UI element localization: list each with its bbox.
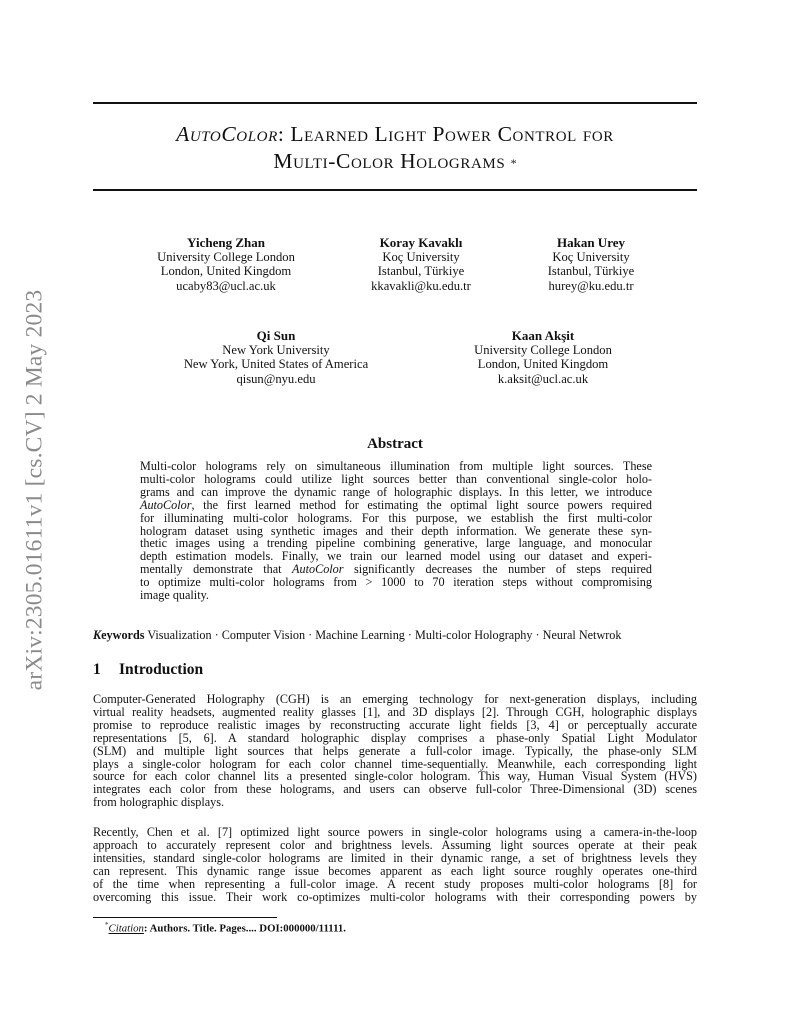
title-footnote-marker: * <box>510 156 517 170</box>
title-line-1 <box>93 121 697 148</box>
author-affiliation: New York University <box>222 343 330 358</box>
paragraph-line: virtual reality headsets, augmented reality glasses [1], and 3D displays [2]. Through CGH, holographic displays <box>93 704 697 719</box>
paragraph-line: of the time when representing a full-color image. A recent study proposes multi-color holograms [8] for <box>93 876 697 891</box>
abstract-line: mentally demonstrate that AutoColor significantly decreases the number of steps required <box>140 562 653 577</box>
title-line-2-text: Multi-Color Holograms <box>273 149 506 173</box>
author-email: k.aksit@ucl.ac.uk <box>497 371 589 386</box>
paragraph-line: (SLM) and multiple light sources that helps generate a full-color image. Typically, the phase-only SLM <box>93 743 697 758</box>
author-location: New York, United States of America <box>183 357 369 372</box>
author-name: Qi Sun <box>256 328 296 343</box>
footnote-rule <box>93 917 277 918</box>
abstract-line: hologram dataset using synthetic images and their depth information. We generate these syn- <box>140 523 652 538</box>
section-number: 1 <box>93 661 101 678</box>
citation-label: Citation <box>108 922 144 935</box>
title-top-rule <box>93 102 697 104</box>
intro-paragraph-2 <box>93 826 697 903</box>
paragraph-line: promise to reproduce realistic images by reconstructing accurate light fields [3, 4] or perceptually accurate <box>93 717 697 732</box>
paragraph-line: Computer-Generated Holography (CGH) is an emerging technology for next-generation displays, including <box>93 692 697 706</box>
author-email: qisun@nyu.edu <box>236 371 316 386</box>
author-qi-sun <box>162 329 390 386</box>
paragraph-line: plays a single-color hologram for each color channel time-sequentially. Meanwhile, each corresponding light <box>93 756 697 771</box>
title-autocolor: AutoColor <box>176 122 278 146</box>
section-title: Introduction <box>119 661 204 678</box>
autocolor-term: AutoColor <box>140 497 192 512</box>
author-name: Yicheng Zhan <box>187 235 265 250</box>
author-location: Istanbul, Türkiye <box>547 264 635 279</box>
paragraph-line: Recently, Chen et al. [7] optimized light source powers in single-color holograms using a camera-in-the-loop <box>93 825 697 839</box>
author-hakan-urey <box>530 236 652 293</box>
author-affiliation: Koç University <box>552 250 630 265</box>
arxiv-id: arXiv:2305.01611v1 [cs.CV] 2 May 2023 <box>21 289 48 691</box>
abstract-line: image quality. <box>140 588 209 603</box>
abstract-heading: Abstract <box>367 436 423 452</box>
paragraph-line: from holographic displays. <box>93 795 224 810</box>
author-email: kkavakli@ku.edu.tr <box>371 278 471 293</box>
arxiv-stamp <box>18 0 52 1024</box>
author-name: Hakan Urey <box>556 235 625 250</box>
paragraph-line: integrates each color from these holograms, and users can observe full-color Three-Dimensional (3D) scenes <box>93 782 697 797</box>
abstract-line: thetic images using a trending pipeline combining generative, large language, and monocular <box>140 536 652 551</box>
abstract-line: AutoColor, the first learned method for estimating the optimal light source powers required <box>140 497 652 512</box>
citation-footnote <box>105 921 346 935</box>
author-email: hurey@ku.edu.tr <box>548 278 634 293</box>
author-location: London, United Kingdom <box>477 357 609 372</box>
paragraph-line: can represent. This dynamic range issue becomes apparent as each light source roughly operates one-third <box>93 863 697 878</box>
author-location: London, United Kingdom <box>160 264 292 279</box>
autocolor-term: AutoColor <box>292 562 344 577</box>
author-yicheng-zhan <box>140 236 312 293</box>
author-name: Kaan Akşit <box>511 328 575 343</box>
paragraph-line: overcoming this issue. Their work co-optimizes multi-color holograms with their corresponding powers by <box>93 889 697 904</box>
abstract-line: grams and can improve the dynamic range of holographic displays. In this letter, we introduce <box>140 484 652 499</box>
title-line-2 <box>93 148 697 175</box>
author-affiliation: University College London <box>474 343 612 358</box>
abstract-line: depth estimation models. Finally, we train our learned model using our dataset and experi- <box>140 549 652 564</box>
paragraph-line: representations [5, 6]. A standard holographic display comprises a phase-only Spatial Light Modulator <box>93 730 697 745</box>
author-location: Istanbul, Türkiye <box>377 264 465 279</box>
keywords <box>93 628 703 643</box>
abstract-line: for illuminating multi-color holograms. For this purpose, we establish the first multi-color <box>140 510 652 525</box>
abstract-line: multi-color holograms could utilize light sources better than conventional single-color holo- <box>140 471 652 486</box>
author-affiliation: Koç University <box>382 250 460 265</box>
keywords-list: Visualization · Computer Vision · Machine Learning · Multi-color Holography · Neural Netwrok <box>147 628 622 642</box>
section-heading-introduction <box>93 661 203 679</box>
abstract-body <box>140 460 652 602</box>
intro-paragraph-1 <box>93 693 697 809</box>
author-affiliation: University College London <box>157 250 295 265</box>
author-email: ucaby83@ucl.ac.uk <box>176 278 276 293</box>
paragraph-line: source for each color channel lits a presented single-color hologram. This way, Human Visual System (HVS) <box>93 769 697 784</box>
keywords-label: Keywords <box>93 628 145 642</box>
citation-text: : Authors. Title. Pages.... DOI:000000/11111. <box>143 922 346 935</box>
paper-title <box>93 121 697 175</box>
author-name: Koray Kavaklı <box>379 235 463 250</box>
abstract-line: Multi-color holograms rely on simultaneous illumination from multiple light sources. These <box>140 459 652 473</box>
author-koray-kavakli <box>355 236 487 293</box>
paragraph-line: approach to accurately represent color and brightness levels. Assuming light sources operate at their peak <box>93 837 697 852</box>
title-rest: : Learned Light Power Control for <box>277 122 614 146</box>
author-kaan-aksit <box>456 329 630 386</box>
paragraph-line: intensities, standard single-color holograms are limited in their dynamic range, a set of brightness levels they <box>93 850 697 865</box>
abstract-line: to optimize multi-color holograms from > 1000 to 70 iteration steps without compromising <box>140 575 652 590</box>
title-bottom-rule <box>93 189 697 191</box>
footnote-marker: * <box>105 921 109 929</box>
